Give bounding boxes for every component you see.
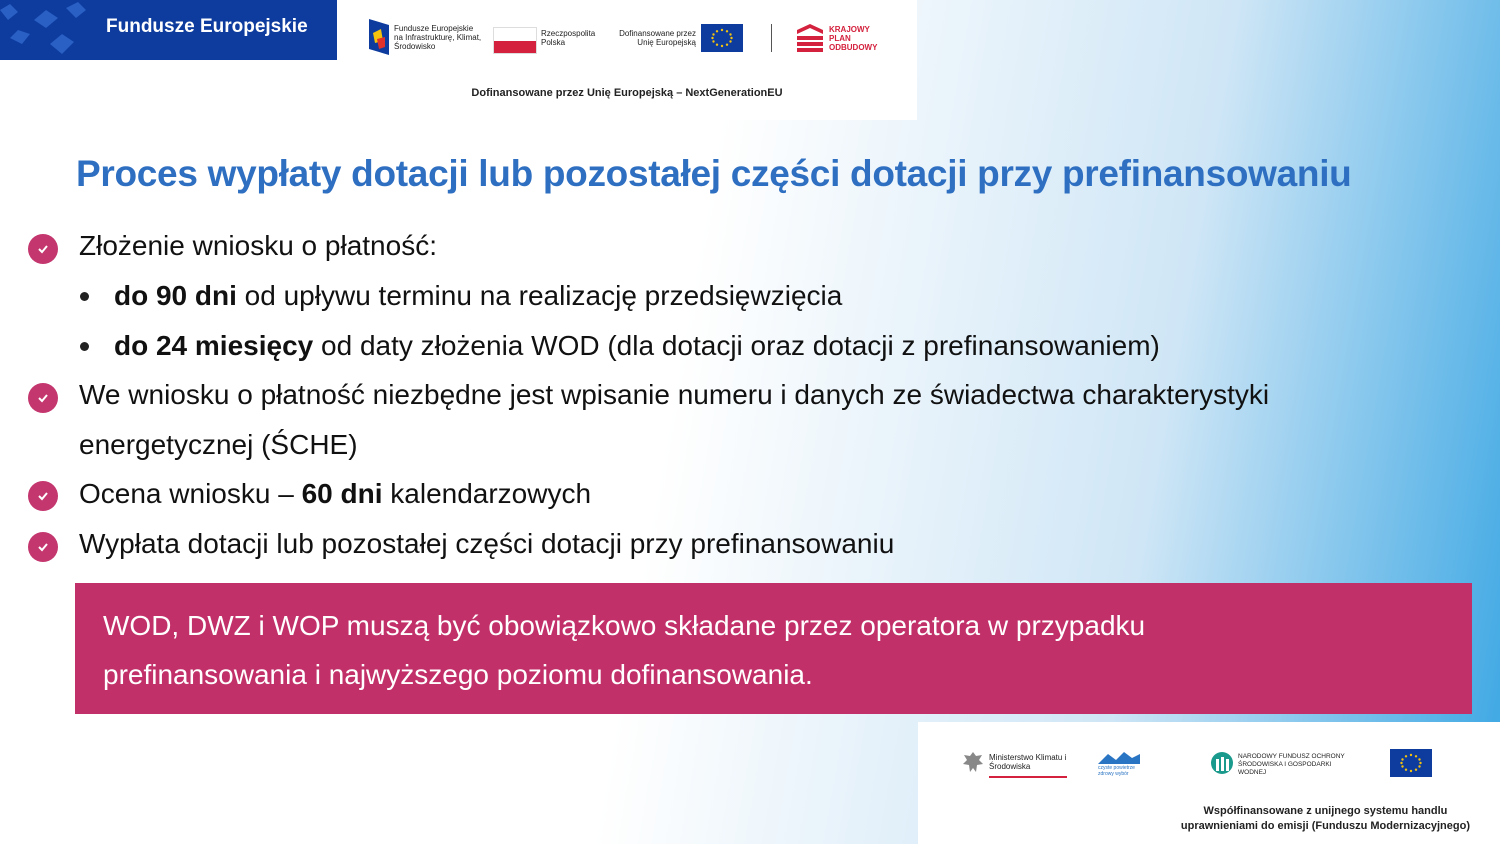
footer-caption bbox=[1181, 804, 1470, 834]
kpo-line-1: KRAJOWY bbox=[829, 25, 870, 34]
nfos-logo-text: NARODOWY FUNDUSZ OCHRONY ŚRODOWISKA I GOSPODARKI WODNEJ bbox=[1238, 753, 1345, 776]
kpo-line-3: ODBUDOWY bbox=[829, 43, 878, 52]
fe-infra-logo-icon bbox=[369, 19, 389, 55]
logo-divider bbox=[771, 24, 772, 52]
check-bullet-icon bbox=[28, 234, 58, 264]
callout-box bbox=[75, 583, 1472, 714]
sub-bullet-24-months-rest: od daty złożenia WOD (dla dotacji oraz dotacji z prefinansowaniem) bbox=[313, 330, 1160, 361]
footer-logos-panel bbox=[918, 722, 1500, 844]
logos-panel bbox=[337, 0, 917, 120]
footer-caption-line-1: Współfinansowane z unijnego systemu handlu bbox=[1203, 805, 1448, 817]
fe-infra-logo-text: Fundusze Europejskie na Infrastrukturę, Klimat, Środowisko bbox=[394, 24, 482, 51]
check-bullet-icon bbox=[28, 383, 58, 413]
bullet-assessment bbox=[79, 478, 591, 510]
eu-stars-icon bbox=[0, 0, 92, 60]
eu-flag-icon bbox=[701, 24, 743, 52]
eu-logo-text: Dofinansowane przez Unię Europejską bbox=[619, 29, 696, 47]
eagle-emblem-icon bbox=[962, 750, 984, 776]
czyste-powietrze-text: czyste powietrze zdrowy wybór bbox=[1098, 765, 1135, 777]
nextgen-caption: Dofinansowane przez Unię Europejską – NextGenerationEU bbox=[471, 87, 783, 99]
bullet-sche-line-1: We wniosku o płatność niezbędne jest wpisanie numeru i danych ze świadectwa charakterystyki bbox=[79, 379, 1270, 410]
kpo-logo-icon bbox=[797, 24, 823, 52]
eu-flag-footer-icon bbox=[1390, 749, 1432, 777]
sub-bullet-90-days bbox=[114, 280, 842, 312]
page-title: Proces wypłaty dotacji lub pozostałej części dotacji przy prefinansowaniu bbox=[76, 153, 1352, 194]
czyste-powietrze-logo-icon bbox=[1098, 750, 1140, 764]
sub-bullet-90-days-rest: od upływu terminu na realizację przedsięwzięcia bbox=[236, 280, 843, 311]
polish-flag-icon bbox=[493, 27, 537, 54]
fundusze-europejskie-bar bbox=[0, 0, 337, 60]
bullet-payout: Wypłata dotacji lub pozostałej części dotacji przy prefinansowaniu bbox=[79, 528, 895, 559]
bullet-sche-line-2: energetycznej (ŚCHE) bbox=[79, 429, 358, 460]
bullet-assessment-bold: 60 dni bbox=[301, 478, 383, 509]
callout-line-1: WOD, DWZ i WOP muszą być obowiązkowo składane przez operatora w przypadku bbox=[103, 610, 1146, 641]
bullet-assessment-pre: Ocena wniosku – bbox=[79, 478, 302, 509]
check-bullet-icon bbox=[28, 532, 58, 562]
nfos-logo-icon bbox=[1210, 751, 1234, 777]
bullet-payment-request: Złożenie wniosku o płatność: bbox=[79, 230, 437, 261]
fundusze-europejskie-label: Fundusze Europejskie bbox=[106, 16, 308, 37]
sub-bullet-24-months-bold: do 24 miesięcy bbox=[114, 330, 314, 361]
sub-bullet-24-months bbox=[114, 330, 1160, 362]
callout-line-2: prefinansowania i najwyższego poziomu dofinansowania. bbox=[103, 659, 813, 690]
sub-bullet-dot-icon bbox=[80, 292, 89, 301]
rp-logo-text: Rzeczpospolita Polska bbox=[541, 29, 596, 47]
kpo-logo-text bbox=[829, 25, 877, 52]
ministry-underline bbox=[989, 776, 1067, 778]
callout-text bbox=[103, 601, 1443, 699]
footer-caption-line-2: uprawnieniami do emisji (Funduszu Modernizacyjnego) bbox=[1180, 820, 1470, 832]
check-bullet-icon bbox=[28, 481, 58, 511]
sub-bullet-90-days-bold: do 90 dni bbox=[114, 280, 237, 311]
ministry-logo-text: Ministerstwo Klimatu i Środowiska bbox=[989, 753, 1067, 771]
kpo-line-2: PLAN bbox=[829, 34, 851, 43]
bullet-assessment-post: kalendarzowych bbox=[382, 478, 592, 509]
sub-bullet-dot-icon bbox=[80, 342, 89, 351]
